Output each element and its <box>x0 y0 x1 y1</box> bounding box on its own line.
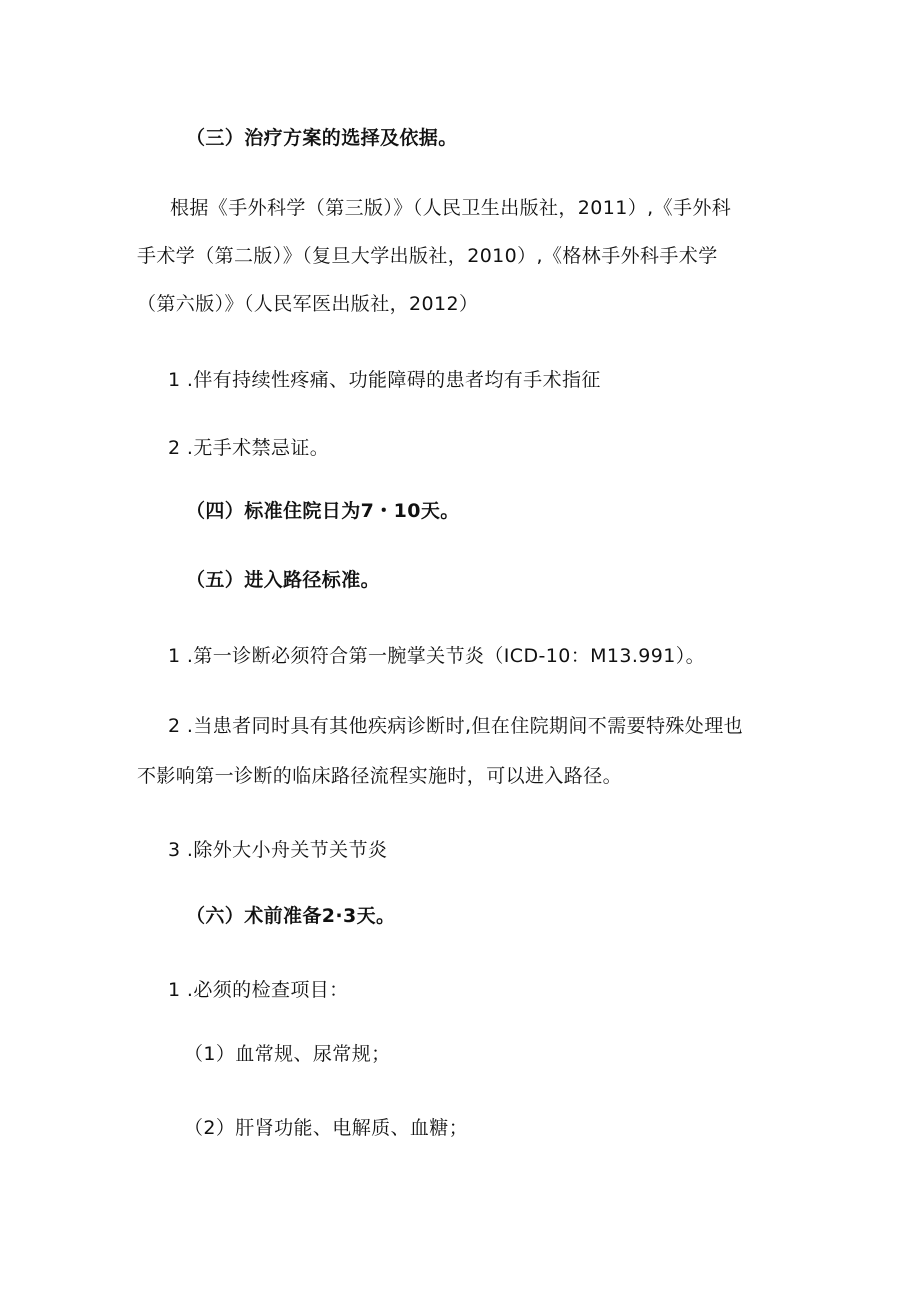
prep-item-1: 1 .必须的检查项目： <box>168 979 349 1001</box>
section-heading-5: （五）进入路径标准。 <box>186 569 381 591</box>
basis-paragraph-line-3: （第六版）》（人民军医出版社，2012） <box>137 293 479 315</box>
section-heading-3: （三）治疗方案的选择及依据。 <box>186 127 458 149</box>
basis-paragraph-line-1: 根据《手外科学（第三版）》（人民卫生出版社，2011）,《手外科 <box>170 197 732 219</box>
basis-item-2: 2 .无手术禁忌证。 <box>168 437 330 459</box>
entry-item-2-line-1: 2 .当患者同时具有其他疾病诊断时,但在住院期间不需要特殊处理也 <box>168 715 744 737</box>
check-item-2: （2）肝肾功能、电解质、血糖； <box>184 1117 469 1139</box>
entry-item-2-line-2: 不影响第一诊断的临床路径流程实施时，可以进入路径。 <box>137 765 623 787</box>
entry-item-1: 1 .第一诊断必须符合第一腕掌关节炎（ICD-10：M13.991）。 <box>168 645 706 667</box>
basis-paragraph-line-2: 手术学（第二版）》（复旦大学出版社，2010）,《格林手外科手术学 <box>137 245 718 267</box>
section-heading-4: （四）标准住院日为7・10天。 <box>186 500 460 522</box>
entry-item-3: 3 .除外大小舟关节关节炎 <box>168 839 388 861</box>
check-item-1: （1）血常规、尿常规； <box>184 1043 391 1065</box>
section-heading-6: （六）术前准备2∙3天。 <box>186 905 396 927</box>
basis-item-1: 1 .伴有持续性疼痛、功能障碍的患者均有手术指征 <box>168 369 601 391</box>
